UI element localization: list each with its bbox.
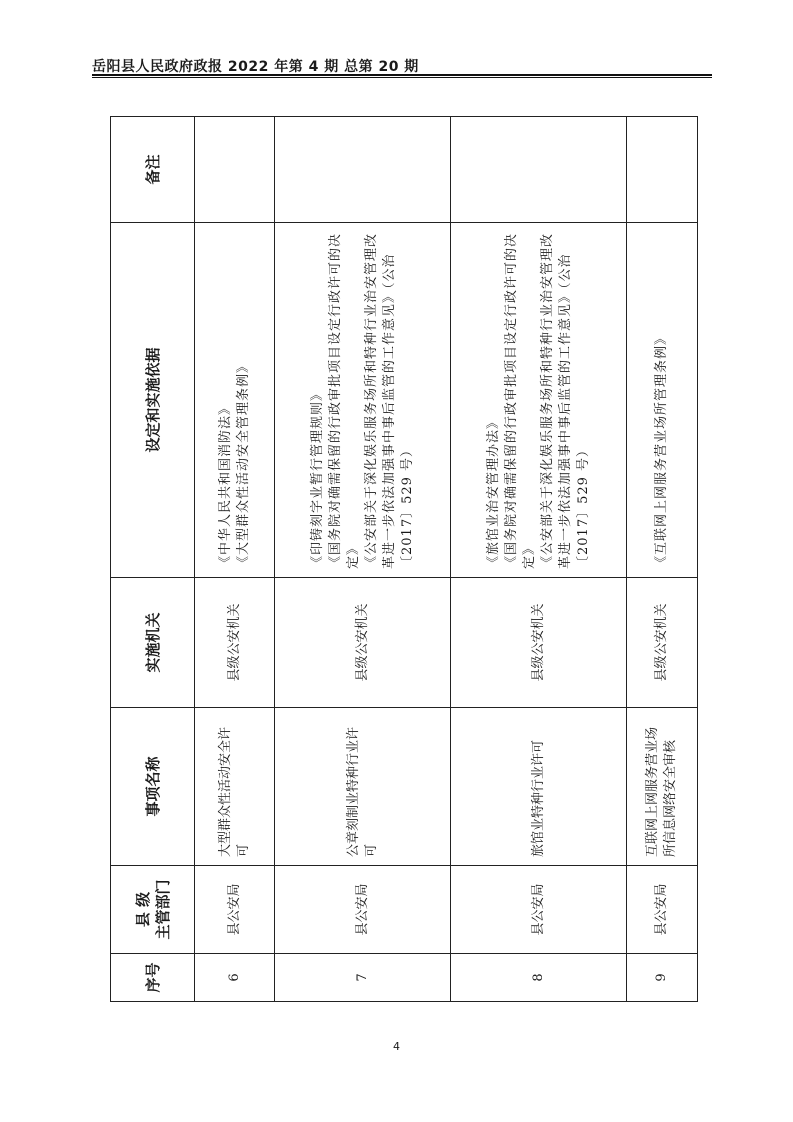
cell-remark	[195, 117, 275, 223]
cell-dept: 县公安局	[275, 866, 451, 954]
cell-dept: 县公安局	[451, 866, 627, 954]
cell-remark	[275, 117, 451, 223]
cell-name: 旅馆业特种行业许可	[451, 708, 627, 866]
journal-header: 岳阳县人民政府政报 2022 年第 4 期 总第 20 期	[92, 59, 419, 75]
basis-line: 《大型群众性活动安全管理条例》	[235, 358, 251, 569]
cell-name: 公章刻制业特种行业许可	[275, 708, 451, 866]
header-rule	[92, 74, 712, 76]
table-row	[451, 117, 627, 1002]
cell-name: 大型群众性活动安全许可	[195, 708, 275, 866]
cell-no: 7	[275, 954, 451, 1002]
basis-line: 《国务院对确需保留的行政审批项目设定行政许可的决定》	[327, 232, 361, 569]
cell-no: 9	[627, 954, 698, 1002]
cell-agency: 县级公安机关	[451, 578, 627, 708]
cell-name: 互联网上网服务营业场所信息网络安全审核	[627, 708, 698, 866]
basis-line: 《中华人民共和国消防法》	[217, 400, 233, 569]
table-row	[275, 117, 451, 1002]
basis-line: 《旅馆业治安管理办法》	[485, 414, 501, 569]
basis-line: 《互联网上网服务营业场所管理条例》	[654, 330, 669, 569]
basis-line: 《国务院对确需保留的行政审批项目设定行政许可的决定》	[503, 232, 537, 569]
cell-no: 6	[195, 954, 275, 1002]
col-header-dept	[111, 866, 195, 954]
cell-agency: 县级公安机关	[275, 578, 451, 708]
col-header-no: 序号	[111, 954, 195, 1002]
cell-basis	[195, 223, 275, 578]
col-header-dept-line1: 县 级	[133, 891, 152, 928]
cell-dept: 县公安局	[195, 866, 275, 954]
cell-remark	[451, 117, 627, 223]
rotated-table-container	[110, 117, 697, 1002]
col-header-remark: 备注	[111, 117, 195, 223]
approval-items-table	[110, 116, 698, 1002]
col-header-name: 事项名称	[111, 708, 195, 866]
basis-line: 《公安部关于深化娱乐服务场所和特种行业治安管理改革进一步依法加强事中事后监管的工作意见》（公治〔2017〕529 号）	[363, 232, 415, 569]
table-row	[195, 117, 275, 1002]
cell-agency: 县级公安机关	[195, 578, 275, 708]
col-header-basis: 设定和实施依据	[111, 223, 195, 578]
basis-line: 《公安部关于深化娱乐服务场所和特种行业治安管理改革进一步依法加强事中事后监管的工作意见》（公治〔2017〕529 号）	[539, 232, 591, 569]
page-number: 4	[393, 1040, 400, 1053]
table-row	[627, 117, 698, 1002]
cell-basis	[275, 223, 451, 578]
col-header-dept-line2: 主管部门	[153, 879, 172, 940]
cell-agency: 县级公安机关	[627, 578, 698, 708]
table-header-row	[111, 117, 195, 1002]
cell-no: 8	[451, 954, 627, 1002]
col-header-agency: 实施机关	[111, 578, 195, 708]
cell-basis	[627, 223, 698, 578]
cell-dept: 县公安局	[627, 866, 698, 954]
basis-line: 《印铸刻字业暂行管理规则》	[309, 386, 325, 569]
cell-basis	[451, 223, 627, 578]
cell-remark	[627, 117, 698, 223]
header-rule-thin	[92, 77, 712, 78]
